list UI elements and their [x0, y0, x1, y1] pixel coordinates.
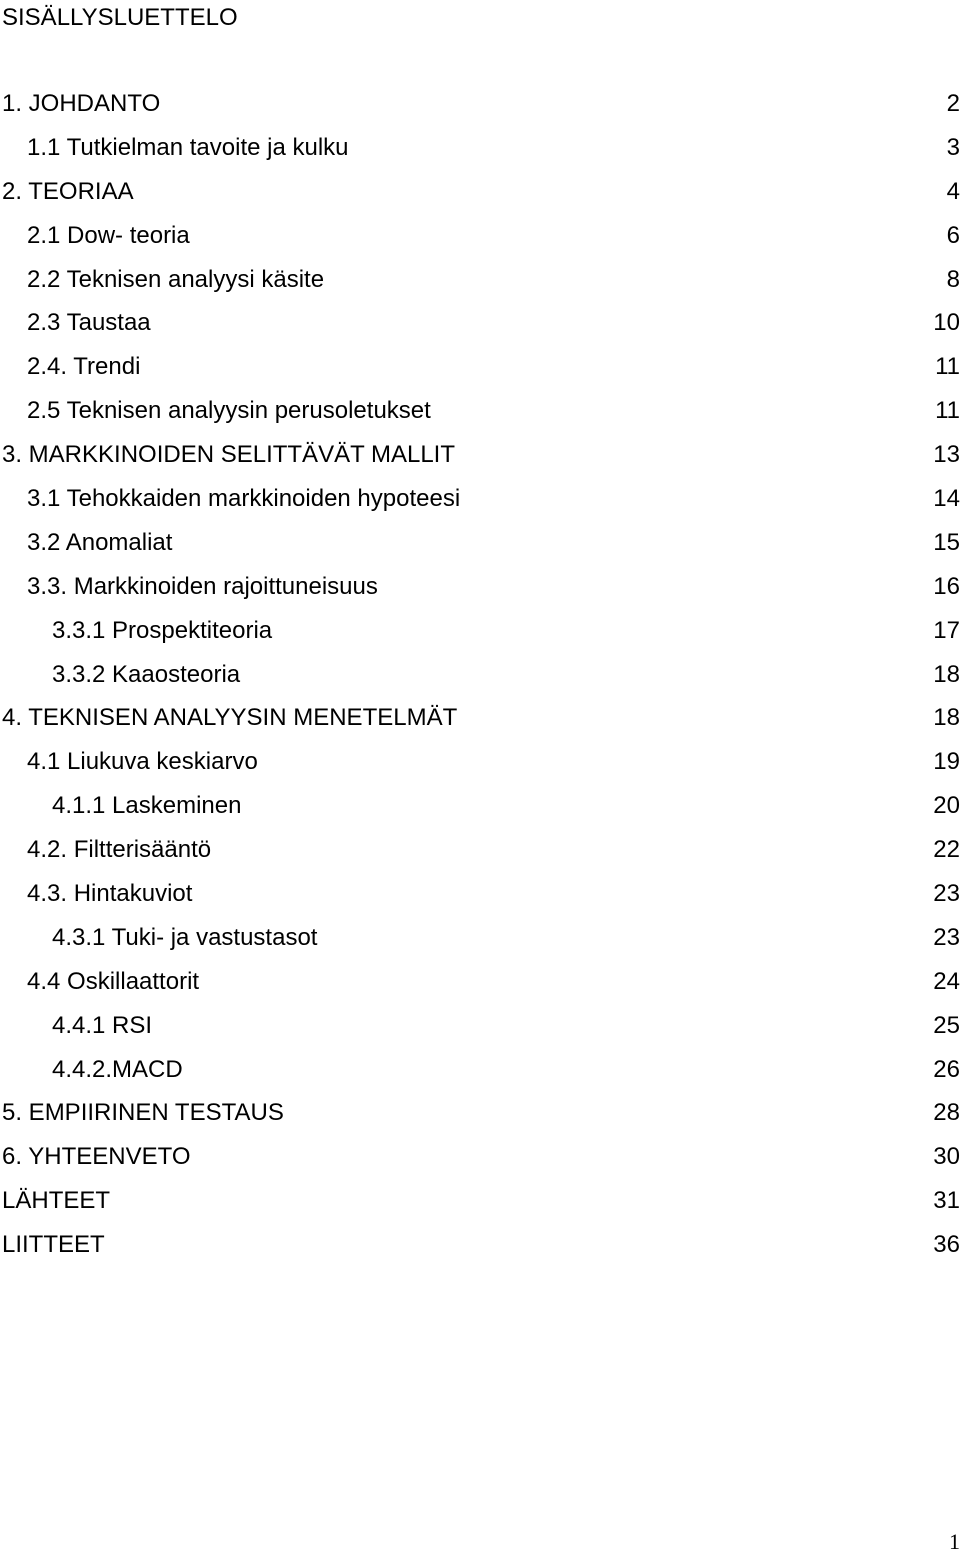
toc-entry-label: 3.3. Markkinoiden rajoittuneisuus	[27, 572, 378, 600]
toc-entry[interactable]	[0, 1143, 960, 1187]
toc-entry-page: 23	[933, 880, 960, 908]
toc-entry-page: 26	[933, 1055, 960, 1083]
toc-entry-page: 13	[933, 441, 960, 469]
toc-entry[interactable]	[0, 529, 960, 573]
toc-entry-label: 3.3.2 Kaaosteoria	[52, 660, 241, 688]
toc-entry[interactable]	[0, 836, 960, 880]
toc-entry-page: 19	[933, 748, 960, 776]
toc-entry[interactable]	[0, 573, 960, 617]
toc-entry-label: 4.1.1 Laskeminen	[52, 792, 242, 820]
toc-entry-page: 23	[933, 923, 960, 951]
toc-entry[interactable]	[0, 397, 960, 441]
toc-entry-label: 4.4 Oskillaattorit	[27, 967, 200, 995]
toc-entry-label: 2.5 Teknisen analyysin perusoletukset	[27, 397, 431, 425]
toc-entry-page: 25	[933, 1011, 960, 1039]
toc-entry[interactable]	[0, 617, 960, 661]
toc-entry[interactable]	[0, 661, 960, 705]
toc-entry-label: 4.3. Hintakuviot	[27, 880, 193, 908]
toc-entry[interactable]	[0, 353, 960, 397]
toc-entry-page: 28	[933, 1099, 960, 1127]
toc-entry-label: 4.3.1 Tuki- ja vastustasot	[52, 923, 318, 951]
toc-entry[interactable]	[0, 1099, 960, 1143]
toc-entry-page: 18	[933, 704, 960, 732]
toc-entry-page: 10	[933, 309, 960, 337]
toc-entry-label: 4.1 Liukuva keskiarvo	[27, 748, 258, 776]
toc-entry[interactable]	[0, 1231, 960, 1275]
toc-entry-label: LÄHTEET	[2, 1187, 111, 1215]
toc-entry-page: 3	[946, 133, 960, 161]
toc-entry-page: 36	[933, 1231, 960, 1259]
toc-entry-page: 17	[933, 616, 960, 644]
toc-entry-label: 2.4. Trendi	[27, 353, 141, 381]
toc-entry[interactable]	[0, 880, 960, 924]
toc-entry-page: 11	[935, 397, 960, 425]
toc-entry-page: 8	[946, 265, 960, 293]
toc-entry[interactable]	[0, 792, 960, 836]
toc-entry-page: 14	[933, 485, 960, 513]
toc-entry[interactable]	[0, 1187, 960, 1231]
toc-entry[interactable]	[0, 1012, 960, 1056]
toc-entry-page: 18	[933, 660, 960, 688]
toc-entry-label: 1.1 Tutkielman tavoite ja kulku	[27, 133, 349, 161]
toc-entry[interactable]	[0, 748, 960, 792]
page-number: 1	[949, 1529, 960, 1554]
toc-list	[0, 90, 960, 1275]
toc-entry-label: 6. YHTEENVETO	[2, 1143, 191, 1171]
toc-entry-label: 3.2 Anomaliat	[27, 528, 173, 556]
toc-entry-label: 4.2. Filtterisääntö	[27, 836, 212, 864]
toc-title: SISÄLLYSLUETTELO	[2, 4, 238, 31]
toc-entry[interactable]	[0, 178, 960, 222]
toc-entry[interactable]	[0, 924, 960, 968]
toc-entry[interactable]	[0, 485, 960, 529]
toc-entry-label: 2.2 Teknisen analyysi käsite	[27, 265, 325, 293]
toc-entry-label: 3. MARKKINOIDEN SELITTÄVÄT MALLIT	[2, 441, 455, 469]
toc-entry-label: 1. JOHDANTO	[2, 90, 161, 117]
toc-entry[interactable]	[0, 90, 960, 134]
toc-entry-label: 4.4.2.MACD	[52, 1055, 183, 1083]
toc-entry-label: LIITTEET	[2, 1231, 105, 1259]
toc-entry-page: 24	[933, 967, 960, 995]
toc-entry-label: 2.3 Taustaa	[27, 309, 151, 337]
toc-entry[interactable]	[0, 222, 960, 266]
toc-entry-page: 11	[935, 353, 960, 381]
toc-entry-label: 5. EMPIIRINEN TESTAUS	[2, 1099, 284, 1127]
toc-entry-label: 2. TEORIAA	[2, 177, 134, 205]
toc-entry[interactable]	[0, 1056, 960, 1100]
toc-entry-label: 4. TEKNISEN ANALYYSIN MENETELMÄT	[2, 704, 458, 732]
toc-entry[interactable]	[0, 309, 960, 353]
toc-entry-page: 6	[946, 221, 960, 249]
toc-entry-page: 2	[946, 90, 960, 117]
toc-entry-label: 2.1 Dow- teoria	[27, 221, 190, 249]
toc-entry[interactable]	[0, 968, 960, 1012]
toc-entry-page: 31	[933, 1187, 960, 1215]
toc-entry-page: 16	[933, 572, 960, 600]
toc-entry[interactable]	[0, 704, 960, 748]
toc-entry-label: 3.1 Tehokkaiden markkinoiden hypoteesi	[27, 485, 461, 513]
toc-entry-label: 4.4.1 RSI	[52, 1011, 153, 1039]
toc-entry-page: 22	[933, 836, 960, 864]
toc-entry[interactable]	[0, 266, 960, 310]
toc-entry-page: 30	[933, 1143, 960, 1171]
toc-entry-page: 20	[933, 792, 960, 820]
toc-entry[interactable]	[0, 134, 960, 178]
toc-entry-page: 15	[933, 528, 960, 556]
toc-entry-label: 3.3.1 Prospektiteoria	[52, 616, 273, 644]
toc-entry[interactable]	[0, 441, 960, 485]
toc-entry-page: 4	[946, 177, 960, 205]
